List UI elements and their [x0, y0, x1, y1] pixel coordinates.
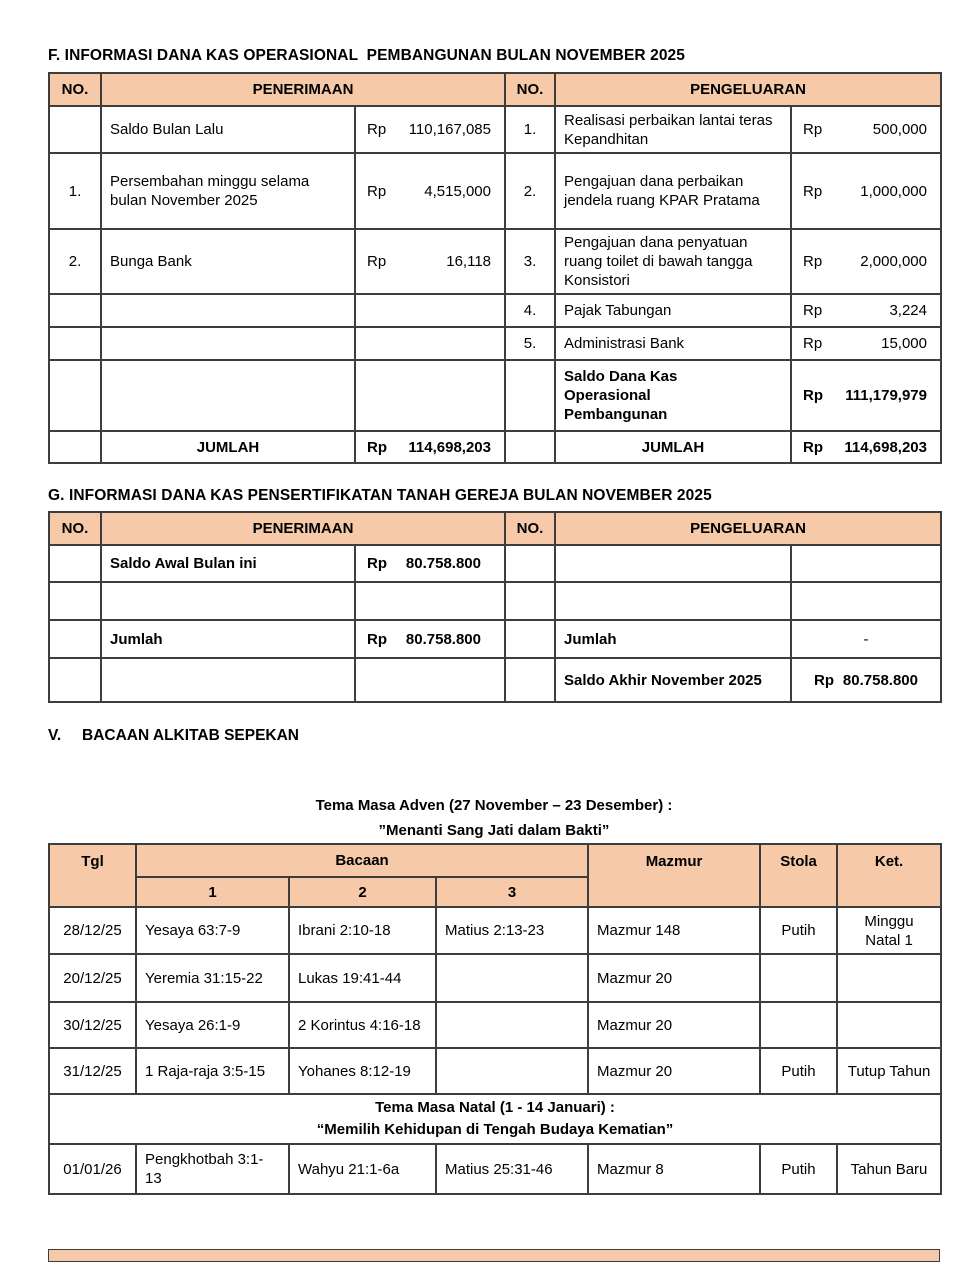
- currency-label: Rp: [803, 121, 823, 138]
- jumlah-amount-right: [791, 431, 941, 463]
- cell-desc: Saldo Awal Bulan ini: [101, 545, 355, 582]
- table-g-header-no-left: NO.: [49, 512, 101, 545]
- table-f-header-row: [49, 73, 941, 106]
- amount-value: 114,698,203: [844, 438, 927, 456]
- cell-amount: [791, 153, 941, 229]
- theme-adven-line1: Tema Masa Adven (27 November – 23 Desember) :: [315, 797, 673, 814]
- table-row: [49, 954, 941, 1002]
- amount-value: 80.758.800: [405, 630, 481, 648]
- cell-no: [505, 545, 555, 582]
- cell-desc: [101, 327, 355, 360]
- cell-tgl: 01/01/26: [49, 1144, 136, 1194]
- jumlah-label-right: JUMLAH: [555, 431, 791, 463]
- table-f-header-penerimaan: PENERIMAAN: [101, 73, 505, 106]
- cell-bacaan-1: Yesaya 26:1-9: [136, 1002, 289, 1048]
- cell-no: [505, 658, 555, 702]
- cell-bacaan-2: 2 Korintus 4:16-18: [289, 1002, 436, 1048]
- cell-desc: Bunga Bank: [101, 229, 355, 294]
- table-row: [49, 1002, 941, 1048]
- cell-mazmur: Mazmur 8: [588, 1144, 760, 1194]
- section-v-heading-text: BACAAN ALKITAB SEPEKAN: [82, 727, 299, 744]
- cell-no: 3.: [505, 229, 555, 294]
- table-f-header-pengeluaran: PENGELUARAN: [555, 73, 941, 106]
- cell-bacaan-3: Matius 2:13-23: [436, 907, 588, 954]
- header-tgl: Tgl: [49, 844, 136, 907]
- currency-label: Rp: [367, 630, 387, 648]
- currency-label: Rp: [803, 387, 823, 404]
- section-v-heading: [48, 727, 299, 745]
- jumlah-amount-left: [355, 620, 505, 658]
- cell-bacaan-2: Yohanes 8:12-19: [289, 1048, 436, 1094]
- amount-value: 80.758.800: [405, 555, 481, 572]
- cell-bacaan-3: Matius 25:31-46: [436, 1144, 588, 1194]
- currency-label: Rp: [367, 182, 387, 200]
- table-f-header-no-left: NO.: [49, 73, 101, 106]
- header-bacaan-1: 1: [136, 877, 289, 907]
- cell-desc: Saldo Bulan Lalu: [101, 106, 355, 153]
- theme-natal-line2: “Memilih Kehidupan di Tengah Budaya Kematian”: [316, 1121, 674, 1138]
- cell-desc: Pengajuan dana perbaikan jendela ruang KPAR Pratama: [555, 153, 791, 229]
- jumlah-amount-right-dash: -: [791, 620, 941, 658]
- saldo-label: Saldo Dana Kas Operasional Pembangunan: [564, 368, 678, 423]
- currency-label: Rp: [367, 121, 387, 138]
- cell-ket: Tahun Baru: [837, 1144, 941, 1194]
- cell-no: [49, 620, 101, 658]
- cell-bacaan-1: 1 Raja-raja 3:5-15: [136, 1048, 289, 1094]
- jumlah-label-left: Jumlah: [101, 620, 355, 658]
- cell-no: [505, 582, 555, 620]
- cell-bacaan-1: Yesaya 63:7-9: [136, 907, 289, 954]
- cell-tgl: 30/12/25: [49, 1002, 136, 1048]
- cell-no: 2.: [505, 153, 555, 229]
- table-row: [49, 907, 941, 954]
- header-bacaan-2: 2: [289, 877, 436, 907]
- cell-desc: [101, 582, 355, 620]
- jumlah-label-left: JUMLAH: [101, 431, 355, 463]
- cell-bacaan-3: [436, 1048, 588, 1094]
- cell-bacaan-3: [436, 1002, 588, 1048]
- cell-bacaan-3: [436, 954, 588, 1002]
- cell-mazmur: Mazmur 20: [588, 1002, 760, 1048]
- amount-value: 16,118: [446, 253, 491, 270]
- cell-no: 2.: [49, 229, 101, 294]
- currency-label: Rp: [367, 438, 387, 456]
- cell-desc: Administrasi Bank: [555, 327, 791, 360]
- theme-adven-line2: ”Menanti Sang Jati dalam Bakti”: [378, 822, 610, 839]
- cell-desc: [555, 582, 791, 620]
- cell-amount: [791, 229, 941, 294]
- cell-desc: [555, 545, 791, 582]
- cell-desc: Persembahan minggu selama bulan November 2025: [101, 153, 355, 229]
- cell-amount: [355, 658, 505, 702]
- cell-desc: Realisasi perbaikan lantai teras Kepandhitan: [555, 106, 791, 153]
- cell-no: [49, 545, 101, 582]
- amount-value: 80.758.800: [842, 671, 918, 689]
- currency-label: Rp: [367, 253, 387, 270]
- header-mazmur: Mazmur: [588, 844, 760, 907]
- cell-no: [49, 431, 101, 463]
- cell-stola: Putih: [760, 907, 837, 954]
- theme-natal: [49, 1094, 941, 1144]
- table-g-header-penerimaan: PENERIMAAN: [101, 512, 505, 545]
- theme-adven: [48, 793, 940, 843]
- cell-bacaan-1: Yeremia 31:15-22: [136, 954, 289, 1002]
- cell-stola: Putih: [760, 1048, 837, 1094]
- table-row-saldo-dana-kas: [49, 360, 941, 431]
- cell-bacaan-1: Pengkhotbah 3:1-13: [136, 1144, 289, 1194]
- cell-stola: [760, 1002, 837, 1048]
- table-g-jumlah-row: [49, 620, 941, 658]
- cell-desc: [101, 294, 355, 327]
- cell-desc-saldo: [555, 360, 791, 431]
- cell-amount: [355, 106, 505, 153]
- saldo-akhir-amount: [791, 658, 941, 702]
- table-row: [49, 229, 941, 294]
- header-ket: Ket.: [837, 844, 941, 907]
- table-row: [49, 582, 941, 620]
- cell-ket: [837, 1002, 941, 1048]
- table-row: [49, 1144, 941, 1194]
- cell-amount: [791, 327, 941, 360]
- jumlah-label-right: Jumlah: [555, 620, 791, 658]
- table-dana-kas-operasional: [48, 72, 942, 464]
- table-row: [49, 327, 941, 360]
- currency-label: Rp: [803, 302, 823, 319]
- cell-ket: [837, 954, 941, 1002]
- cell-tgl: 20/12/25: [49, 954, 136, 1002]
- currency-label: Rp: [803, 182, 823, 200]
- cell-no: 1.: [49, 153, 101, 229]
- table-g-header-row: [49, 512, 941, 545]
- cell-no: [505, 620, 555, 658]
- amount-value: 4,515,000: [424, 182, 491, 200]
- amount-value: 3,224: [889, 302, 927, 319]
- cell-mazmur: Mazmur 20: [588, 954, 760, 1002]
- table-row: [49, 545, 941, 582]
- cell-bacaan-2: Ibrani 2:10-18: [289, 907, 436, 954]
- cell-desc: [101, 360, 355, 431]
- cell-tgl: 28/12/25: [49, 907, 136, 954]
- table-f-header-no-right: NO.: [505, 73, 555, 106]
- table-dana-kas-pensertifikatan: [48, 511, 942, 703]
- cell-amount: [791, 545, 941, 582]
- cell-amount: [355, 229, 505, 294]
- table-g-header-no-right: NO.: [505, 512, 555, 545]
- cell-desc: Pengajuan dana penyatuan ruang toilet di bawah tangga Konsistori: [555, 229, 791, 294]
- theme-natal-line1: Tema Masa Natal (1 - 14 Januari) :: [375, 1099, 615, 1116]
- saldo-akhir-label: Saldo Akhir November 2025: [555, 658, 791, 702]
- cell-amount: [355, 545, 505, 582]
- cell-no: 5.: [505, 327, 555, 360]
- cell-no: [49, 294, 101, 327]
- cell-desc: Pajak Tabungan: [555, 294, 791, 327]
- currency-label: Rp: [803, 253, 823, 270]
- amount-value: 114,698,203: [408, 438, 491, 456]
- table-v-header-row1: [49, 844, 941, 877]
- cell-amount: [355, 360, 505, 431]
- header-bacaan: Bacaan: [136, 844, 588, 877]
- amount-value: 500,000: [872, 121, 927, 138]
- header-bacaan-3: 3: [436, 877, 588, 907]
- section-g-title: G. INFORMASI DANA KAS PENSERTIFIKATAN TANAH GEREJA BULAN NOVEMBER 2025: [48, 487, 712, 504]
- cell-no: [49, 360, 101, 431]
- amount-value: 110,167,085: [408, 121, 491, 138]
- cell-amount: [355, 582, 505, 620]
- cell-mazmur: Mazmur 148: [588, 907, 760, 954]
- currency-label: Rp: [803, 335, 823, 352]
- amount-value: 111,179,979: [845, 387, 927, 404]
- cell-tgl: 31/12/25: [49, 1048, 136, 1094]
- table-row: [49, 1048, 941, 1094]
- cell-mazmur: Mazmur 20: [588, 1048, 760, 1094]
- section-f-title: F. INFORMASI DANA KAS OPERASIONAL PEMBANGUNAN BULAN NOVEMBER 2025: [48, 47, 685, 64]
- header-stola: Stola: [760, 844, 837, 907]
- cell-stola: [760, 954, 837, 1002]
- amount-value: 2,000,000: [860, 253, 927, 270]
- cell-bacaan-2: Lukas 19:41-44: [289, 954, 436, 1002]
- cell-amount: [791, 582, 941, 620]
- cell-ket: Tutup Tahun: [837, 1048, 941, 1094]
- cell-amount: [355, 327, 505, 360]
- currency-label: Rp: [814, 671, 834, 689]
- table-v-theme-natal-row: [49, 1094, 941, 1144]
- currency-label: Rp: [367, 555, 387, 572]
- cell-bacaan-2: Wahyu 21:1-6a: [289, 1144, 436, 1194]
- cell-amount: [355, 294, 505, 327]
- amount-value: 1,000,000: [860, 182, 927, 200]
- table-row: [49, 294, 941, 327]
- cell-desc: [101, 658, 355, 702]
- section-v-numeral: V.: [48, 727, 62, 744]
- table-f-total-row: [49, 431, 941, 463]
- cell-no: [49, 106, 101, 153]
- next-table-header-strip: [48, 1249, 940, 1262]
- table-g-header-pengeluaran: PENGELUARAN: [555, 512, 941, 545]
- cell-amount: [791, 294, 941, 327]
- cell-no: [505, 431, 555, 463]
- amount-value: 15,000: [881, 335, 927, 352]
- currency-label: Rp: [803, 438, 823, 456]
- cell-no: [49, 327, 101, 360]
- table-g-saldo-akhir-row: [49, 658, 941, 702]
- cell-no: [49, 658, 101, 702]
- jumlah-amount-left: [355, 431, 505, 463]
- cell-ket: Minggu Natal 1: [837, 907, 941, 954]
- cell-amount-saldo: [791, 360, 941, 431]
- cell-amount: [355, 153, 505, 229]
- table-row: [49, 106, 941, 153]
- table-bacaan-alkitab: [48, 843, 942, 1195]
- table-row: [49, 153, 941, 229]
- cell-no: [49, 582, 101, 620]
- cell-amount: [791, 106, 941, 153]
- cell-no: [505, 360, 555, 431]
- cell-no: 1.: [505, 106, 555, 153]
- cell-stola: Putih: [760, 1144, 837, 1194]
- cell-no: 4.: [505, 294, 555, 327]
